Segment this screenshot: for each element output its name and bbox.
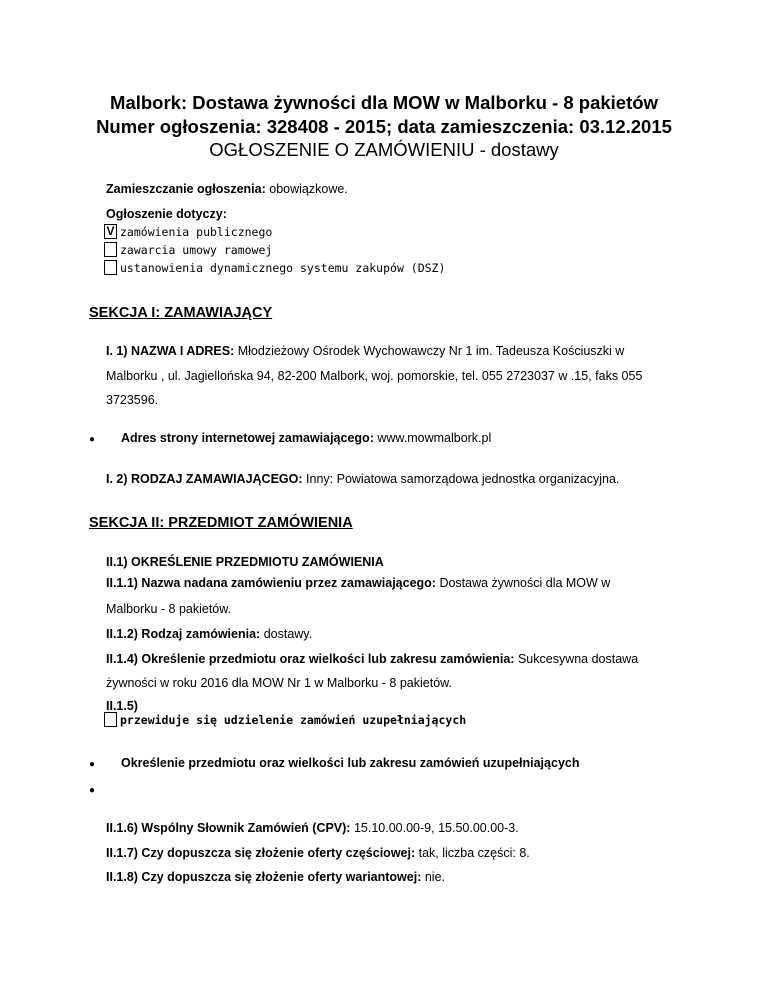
type-label: I. 2) RODZAJ ZAMAWIAJĄCEGO: bbox=[106, 472, 303, 486]
ii15-label: II.1.5) bbox=[106, 699, 138, 713]
name-value-line1: Młodzieżowy Ośrodek Wychowawczy Nr 1 im. Tadeusza Kościuszki w bbox=[237, 344, 625, 358]
supplementary-scope-text: Określenie przedmiotu oraz wielkości lub zakresu zamówień uzupełniających bbox=[121, 756, 580, 770]
checkbox-dsz[interactable] bbox=[104, 260, 117, 275]
posting-value: obowiązkowe. bbox=[269, 182, 348, 196]
ii18-value: nie. bbox=[424, 870, 445, 884]
announcement-subtitle: OGŁOSZENIE O ZAMÓWIENIU - dostawy bbox=[209, 139, 559, 160]
option-framework-agreement: zawarcia umowy ramowej bbox=[120, 243, 273, 257]
ii17-label: II.1.7) Czy dopuszcza się złożenie oferty częściowej: bbox=[106, 846, 416, 860]
ii12-label: II.1.2) Rodzaj zamówienia: bbox=[106, 627, 261, 641]
ii11-label: II.1.1) Nazwa nadana zamówieniu przez zamawiającego: bbox=[106, 576, 436, 590]
ii16-value: 15.10.00.00-9, 15.50.00.00-3. bbox=[353, 821, 519, 835]
section-2-heading: SEKCJA II: PRZEDMIOT ZAMÓWIENIA bbox=[89, 515, 353, 531]
name-value-line2: Malborku , ul. Jagiellońska 94, 82-200 Malbork, woj. pomorskie, tel. 055 2723037 w .15, faks 055 bbox=[106, 369, 643, 383]
ii18-row bbox=[106, 865, 445, 889]
website-link[interactable]: www.mowmalbork.pl bbox=[377, 431, 492, 445]
type-value: Inny: Powiatowa samorządowa jednostka organizacyjna. bbox=[306, 472, 620, 486]
checkbox-supplementary-orders[interactable] bbox=[104, 712, 117, 727]
ii16-label: II.1.6) Wspólny Słownik Zamówień (CPV): bbox=[106, 821, 351, 835]
option-supplementary-orders: przewiduje się udzielenie zamówień uzupełniających bbox=[120, 713, 467, 727]
bullet-dot: ● bbox=[89, 759, 96, 770]
website-row bbox=[121, 431, 491, 445]
website-label: Adres strony internetowej zamawiającego: bbox=[121, 431, 374, 445]
ii17-row bbox=[106, 841, 530, 865]
option-dsz: ustanowienia dynamicznego systemu zakupów (DSZ) bbox=[120, 261, 446, 275]
page-title: Malbork: Dostawa żywności dla MOW w Malborku - 8 pakietów bbox=[110, 92, 658, 113]
section-1-heading: SEKCJA I: ZAMAWIAJĄCY bbox=[89, 305, 273, 321]
option-public-order: zamówienia publicznego bbox=[120, 225, 273, 239]
bullet-dot-empty: ● bbox=[89, 785, 96, 796]
ii16-row bbox=[106, 816, 519, 840]
ii12-row bbox=[106, 622, 312, 646]
section-1-name-line1 bbox=[106, 339, 624, 363]
checkbox-public-order[interactable]: V bbox=[104, 224, 117, 239]
ii1-heading: II.1) OKREŚLENIE PRZEDMIOTU ZAMÓWIENIA bbox=[106, 555, 384, 569]
name-value-line3: 3723596. bbox=[106, 393, 159, 407]
posting-row bbox=[106, 182, 348, 196]
ii14-value: Sukcesywna dostawa bbox=[517, 652, 639, 666]
ii14-line2: żywności w roku 2016 dla MOW Nr 1 w Malborku - 8 pakietów. bbox=[106, 676, 452, 690]
ii14-line1 bbox=[106, 647, 638, 671]
ii12-value: dostawy. bbox=[263, 627, 313, 641]
bullet-dot: ● bbox=[89, 434, 96, 445]
ii18-label: II.1.8) Czy dopuszcza się złożenie oferty wariantowej: bbox=[106, 870, 422, 884]
ii11-line2: Malborku - 8 pakietów. bbox=[106, 602, 232, 616]
ii17-value: tak, liczba części: 8. bbox=[418, 846, 530, 860]
posting-label: Zamieszczanie ogłoszenia: bbox=[106, 182, 266, 196]
checkbox-framework-agreement[interactable] bbox=[104, 242, 117, 257]
ii11-line1 bbox=[106, 571, 610, 595]
ii14-label: II.1.4) Określenie przedmiotu oraz wielkości lub zakresu zamówienia: bbox=[106, 652, 515, 666]
type-row bbox=[106, 472, 619, 486]
announcement-number: Numer ogłoszenia: 328408 - 2015; data zamieszczenia: 03.12.2015 bbox=[96, 116, 672, 137]
name-label: I. 1) NAZWA I ADRES: bbox=[106, 344, 235, 358]
ii11-value: Dostawa żywności dla MOW w bbox=[439, 576, 611, 590]
concerns-label: Ogłoszenie dotyczy: bbox=[106, 207, 227, 221]
